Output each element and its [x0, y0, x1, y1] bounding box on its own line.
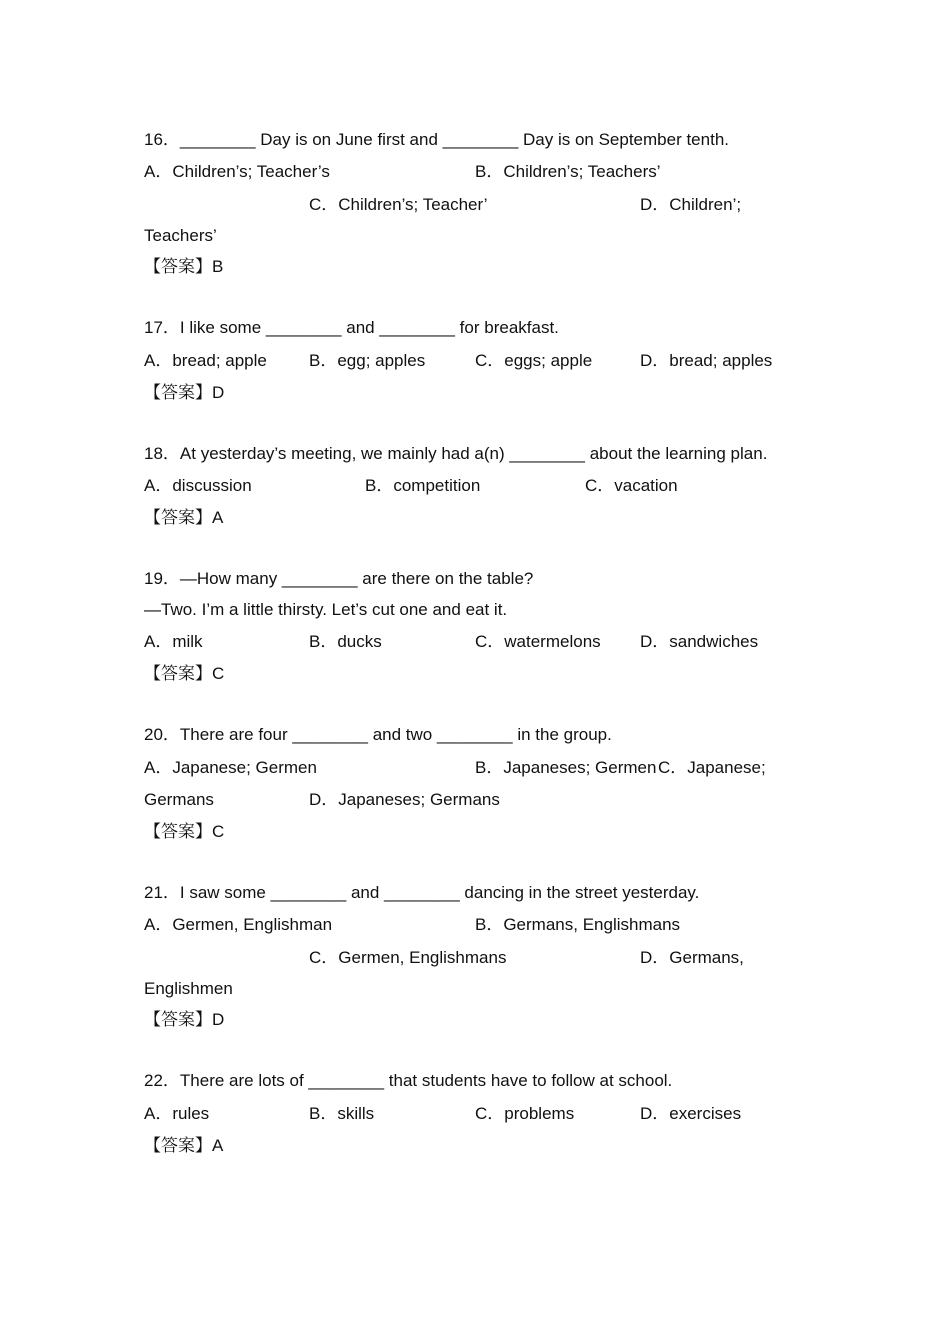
option-c: C．Germen, Englishmans: [309, 948, 507, 967]
answer: 【答案】D: [144, 383, 225, 402]
option-c: C．eggs; apple: [475, 351, 593, 370]
option-d: D．exercises: [640, 1104, 742, 1123]
option-d: D．Germans,: [640, 948, 744, 967]
question-stem: 19．—How many ________ are there on the table?: [144, 569, 534, 588]
answer: 【答案】A: [144, 508, 224, 527]
answer: 【答案】D: [144, 1010, 225, 1029]
question-stem: 21．I saw some ________ and ________ dancing in the street yesterday.: [144, 883, 700, 902]
answer: 【答案】B: [144, 257, 224, 276]
option-c: C．problems: [475, 1104, 575, 1123]
option-b: B．egg; apples: [309, 351, 426, 370]
option-b: B．competition: [365, 476, 481, 495]
answer: 【答案】C: [144, 822, 225, 841]
option-a: A．Japanese; Germen: [144, 758, 317, 777]
option-d: D．Japaneses; Germans: [309, 790, 500, 809]
question-stem: 18．At yesterday’s meeting, we mainly had a(n) ________ about the learning plan.: [144, 444, 768, 463]
option-b: B．Germans, Englishmans: [475, 915, 681, 934]
question-stem: 16．________ Day is on June first and ________ Day is on September tenth.: [144, 130, 729, 149]
answer: 【答案】A: [144, 1136, 224, 1155]
option-b: B．Children’s; Teachers’: [475, 162, 661, 181]
option-c-continued: Germans: [144, 790, 214, 809]
option-a: A．bread; apple: [144, 351, 267, 370]
option-a: A．rules: [144, 1104, 210, 1123]
option-a: A．discussion: [144, 476, 252, 495]
option-a: A．Children’s; Teacher’s: [144, 162, 330, 181]
option-b: B．skills: [309, 1104, 375, 1123]
option-d: D．sandwiches: [640, 632, 759, 651]
option-c: C．watermelons: [475, 632, 601, 651]
option-b: B．Japaneses; Germen: [475, 758, 657, 777]
answer: 【答案】C: [144, 664, 225, 683]
question-stem: 22．There are lots of ________ that students have to follow at school.: [144, 1071, 673, 1090]
option-d: D．bread; apples: [640, 351, 773, 370]
option-d-continued: Englishmen: [144, 979, 233, 998]
question-stem-line-2: —Two. I’m a little thirsty. Let’s cut one and eat it.: [144, 600, 508, 619]
option-c: C．Children’s; Teacher’: [309, 195, 488, 214]
option-d-continued: Teachers’: [144, 226, 217, 245]
option-a: A．milk: [144, 632, 203, 651]
option-b: B．ducks: [309, 632, 382, 651]
option-c: C．vacation: [585, 476, 678, 495]
question-stem: 20．There are four ________ and two ________ in the group.: [144, 725, 612, 744]
question-stem: 17．I like some ________ and ________ for breakfast.: [144, 318, 559, 337]
option-a: A．Germen, Englishman: [144, 915, 333, 934]
option-d: D．Children’;: [640, 195, 742, 214]
option-c: C．Japanese;: [658, 758, 766, 777]
